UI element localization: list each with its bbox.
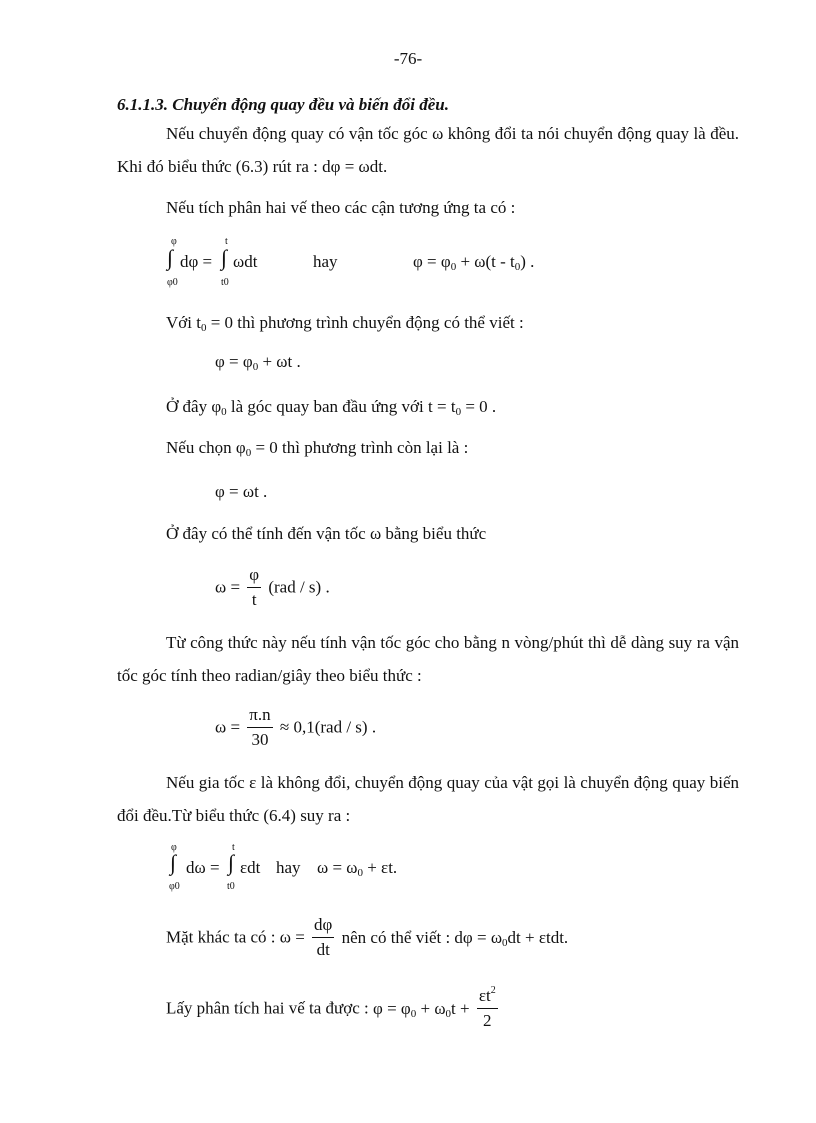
paragraph-integration-result: Lấy phân tích hai vế ta được : $\varphi = \varphi_0 + \omega_0t$ + $\frac{\varepsilon t^2}{2}$ <box>166 985 496 1030</box>
equation-integrand: dφ = <box>180 252 213 271</box>
fraction: $\frac{\varepsilon t^2}{2}$ <box>478 985 496 1030</box>
fraction: $\frac{d\varphi}{dt}$ <box>314 915 333 959</box>
equation-integrand: dω = <box>186 858 220 877</box>
paragraph-text: Nếu chuyển động quay có vận tốc góc ω không đổi ta nói chuyển động quay là đều. Khi đó biểu thức (6.3) rút ra : dφ = ωdt. <box>117 124 739 176</box>
integral-sign: ∫ <box>167 245 174 270</box>
fraction: $\frac{\varphi}{t}$ <box>249 565 260 609</box>
paragraph-omega-expression: Ở đây có thể tính đến vận tốc ω bằng biểu thức <box>166 524 487 543</box>
page-number: -76- <box>393 49 423 68</box>
integral-upper-limit: φ <box>171 236 177 247</box>
integral-upper-limit: t <box>232 842 235 853</box>
paragraph-t0-zero: Với $t_0 = 0$ thì phương trình chuyển động có thể viết : <box>166 313 524 334</box>
paragraph-integral-intro: Nếu tích phân hai vế theo các cận tương ứng ta có : <box>166 198 516 217</box>
equation-motion: $\varphi = \varphi_0 + \omega t$ . <box>215 352 301 373</box>
fraction: $\frac{\pi.n}{30}$ <box>249 705 271 749</box>
equation-integrand: ωdt <box>233 252 258 271</box>
paragraph-uniform-rotation <box>117 117 739 183</box>
integral-sign: ∫ <box>221 245 228 270</box>
paragraph-uniform-acceleration <box>117 766 739 832</box>
equation-result: $\varphi = \varphi_0 + \omega(t - t_0)$ . <box>413 252 535 273</box>
equation-phi-omega-t: φ = ωt . <box>215 482 268 501</box>
equation-omega-rad-s: ω = $\frac{\varphi}{t}$ (rad / s) . <box>215 565 330 609</box>
paragraph-derivative: Mặt khác ta có : ω = $\frac{d\varphi}{dt}$ nên có thể viết : $d\varphi = \omega_0dt + \varepsilon tdt$. <box>166 915 569 959</box>
integral-sign: ∫ <box>170 850 177 875</box>
integral-lower-limit: t0 <box>221 277 229 288</box>
paragraph-phi0-zero: Nếu chọn $\varphi_0 = 0$ thì phương trình còn lại là : <box>166 438 469 459</box>
equation-omega-rpm: ω = $\frac{\pi.n}{30}$ ≈ 0,1(rad / s) . <box>215 705 377 749</box>
paragraph-text: Nếu gia tốc ε là không đổi, chuyển động quay của vật gọi là chuyển động quay biến đổi đều.Từ biểu thức (6.4) suy ra : <box>117 773 739 825</box>
integral-sign: ∫ <box>228 850 235 875</box>
paragraph-rpm-conversion <box>117 626 739 692</box>
integral-lower-limit: t0 <box>227 881 235 892</box>
paragraph-initial-angle: Ở đây $\varphi_0$ là góc quay ban đầu ứng với $t = t_0 = 0$ . <box>166 397 497 418</box>
integral-upper-limit: φ <box>171 842 177 853</box>
integral-lower-limit: φ0 <box>169 881 180 892</box>
equation-result: $\omega = \omega_0 + \varepsilon t$. <box>317 858 398 879</box>
equation-connector: hay <box>313 252 338 271</box>
paragraph-text: Từ công thức này nếu tính vận tốc góc cho bằng n vòng/phút thì dễ dàng suy ra vận tốc góc tính theo radian/giây theo biểu thức : <box>117 633 739 685</box>
integral-lower-limit: φ0 <box>167 277 178 288</box>
integral-upper-limit: t <box>225 236 228 247</box>
section-heading: 6.1.1.3. Chuyển động quay đều và biến đổi đều. <box>117 95 449 114</box>
equation-connector: hay <box>276 858 301 877</box>
equation-integrand: εdt <box>240 858 261 877</box>
